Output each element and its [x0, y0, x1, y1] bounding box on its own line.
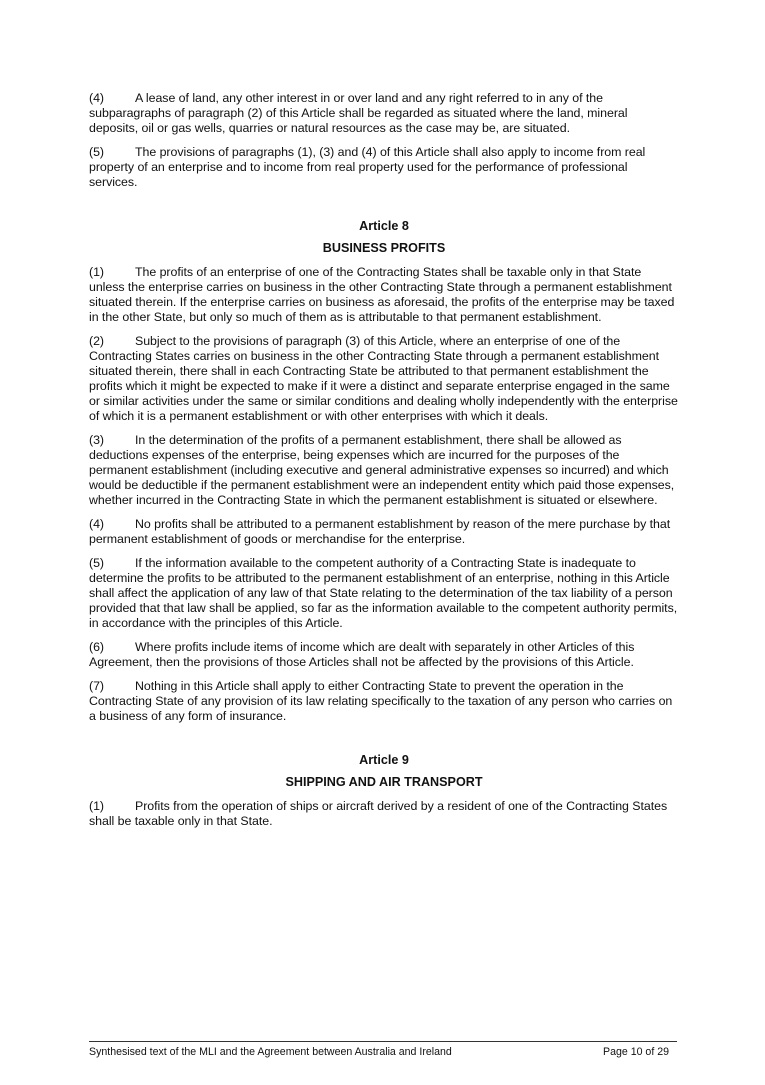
- paragraph: [89, 91, 679, 136]
- paragraph: [89, 265, 679, 325]
- paragraph-text: The profits of an enterprise of one of the Contracting States shall be taxable only in that State unless the enterprise carries on business in the other Contracting State through a permanent establishment situated therein. If the enterprise carries on business as aforesaid, the profits of the enterprise may be taxed in the other State, but only so much of them as is attributable to that permanent establishment.: [89, 265, 675, 324]
- paragraph-text: The provisions of paragraphs (1), (3) and (4) of this Article shall also apply to income from real property of an enterprise and to income from real property used for the performance of professional services.: [89, 145, 646, 189]
- paragraph-text: In the determination of the profits of a permanent establishment, there shall be allowed as deductions expenses of the enterprise, being expenses which are incurred for the purposes of the permanent establishment (including executive and general administrative expenses so incurred) and which would be deductible if the permanent establishment were an independent entity which paid those expenses, whether incurred in the Contracting State in which the permanent establishment is situated or elsewhere.: [89, 433, 675, 507]
- paragraph-text: No profits shall be attributed to a permanent establishment by reason of the mere purchase by that permanent establishment of goods or merchandise for the enterprise.: [89, 517, 671, 546]
- article-8-title: Article 8: [359, 219, 409, 233]
- paragraph-text: Where profits include items of income which are dealt with separately in other Articles of this Agreement, then the provisions of those Articles shall not be affected by the provisions of this Article.: [89, 640, 635, 669]
- paragraph-number: (5): [89, 556, 104, 570]
- paragraph: [89, 640, 679, 670]
- paragraph-number: (2): [89, 334, 104, 348]
- article-8-heading: BUSINESS PROFITS: [322, 241, 446, 255]
- paragraph: [89, 433, 679, 508]
- paragraph-number: (1): [89, 799, 104, 813]
- paragraph-number: (4): [89, 91, 104, 105]
- footer-document-title: Synthesised text of the MLI and the Agreement between Australia and Ireland: [89, 1046, 452, 1058]
- paragraph: [89, 679, 679, 724]
- paragraph-text: If the information available to the competent authority of a Contracting State is inadequate to determine the profits to be attributed to the permanent establishment of an enterprise, nothing in this Article shall affect the application of any law of that State relating to the determination of the tax liability of a person provided that that law shall be applied, so far as the information available to the competent authority permits, in accordance with the principles of this Article.: [89, 556, 678, 630]
- paragraph: [89, 334, 679, 424]
- paragraph: [89, 145, 679, 190]
- page-footer: [89, 1041, 677, 1059]
- paragraph-number: (4): [89, 517, 104, 531]
- paragraph-number: (6): [89, 640, 104, 654]
- paragraph: [89, 517, 679, 547]
- paragraph-text: A lease of land, any other interest in or over land and any right referred to in any of the subparagraphs of paragraph (2) of this Article shall be regarded as situated where the land, mineral deposits, oil or gas wells, quarries or natural resources as the case may be, are situated.: [89, 91, 628, 135]
- page-number: Page 10 of 29: [603, 1046, 669, 1058]
- paragraph-number: (7): [89, 679, 104, 693]
- paragraph-number: (5): [89, 145, 104, 159]
- paragraph-text: Subject to the provisions of paragraph (3) of this Article, where an enterprise of one of the Contracting States carries on business in the other Contracting State through a permanent establishment situated therein, there shall in each Contracting State be attributed to that permanent establishment the profits which it might be expected to make if it were a distinct and separate enterprise engaged in the same or similar activities under the same or similar conditions and dealing wholly independently with the enterprise of which it is a permanent establishment or with other enterprises with which it deals.: [89, 334, 678, 423]
- article-9-title: Article 9: [359, 753, 409, 767]
- paragraph-text: Nothing in this Article shall apply to either Contracting State to prevent the operation in the Contracting State of any provision of its law relating specifically to the taxation of any person who carries on a business of any form of insurance.: [89, 679, 673, 723]
- article-9-heading: SHIPPING AND AIR TRANSPORT: [285, 775, 483, 789]
- document-body: [89, 91, 679, 838]
- paragraph-number: (3): [89, 433, 104, 447]
- paragraph-number: (1): [89, 265, 104, 279]
- paragraph-text: Profits from the operation of ships or aircraft derived by a resident of one of the Contracting States shall be taxable only in that State.: [89, 799, 668, 828]
- paragraph: [89, 556, 679, 631]
- paragraph: [89, 799, 679, 829]
